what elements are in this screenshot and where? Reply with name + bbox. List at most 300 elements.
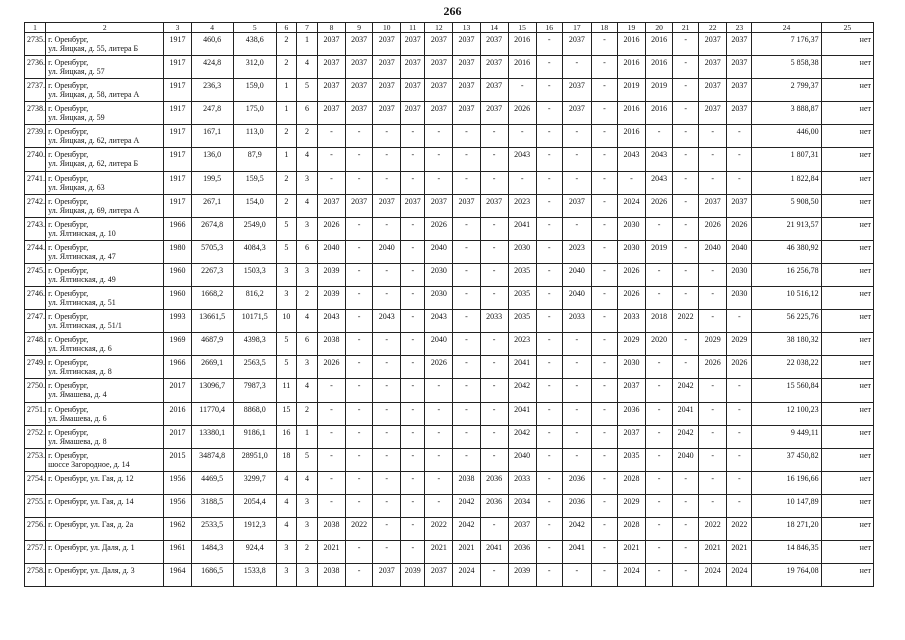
table-row (25, 448, 874, 471)
value-cell: - (453, 217, 480, 240)
cost-cell: 1 822,84 (752, 171, 821, 194)
value-cell: 13380,1 (191, 425, 233, 448)
value-cell: 2024 (617, 194, 645, 217)
value-cell: - (646, 125, 673, 148)
value-cell: 2039 (401, 564, 425, 587)
value-cell: - (508, 125, 536, 148)
value-cell: - (453, 240, 480, 263)
table-row (25, 171, 874, 194)
value-cell: - (508, 79, 536, 102)
value-cell: - (536, 148, 562, 171)
value-cell: 10171,5 (233, 310, 276, 333)
value-cell: - (591, 425, 617, 448)
address-line: г. Оренбург, (48, 404, 89, 414)
value-cell: - (480, 379, 508, 402)
value-cell: - (727, 379, 752, 402)
row-number-cell: 2743. (25, 217, 46, 240)
flag-cell: нет (821, 494, 873, 517)
value-cell: 1917 (164, 79, 191, 102)
address-line: ул. Яицкая, д. 63 (48, 182, 105, 192)
value-cell: 1964 (164, 564, 191, 587)
value-cell: - (480, 402, 508, 425)
table-row (25, 125, 874, 148)
table-row (25, 517, 874, 540)
row-number-cell: 2754. (25, 471, 46, 494)
value-cell: - (453, 171, 480, 194)
value-cell: - (646, 448, 673, 471)
value-cell: 2016 (646, 102, 673, 125)
row-number-cell: 2746. (25, 287, 46, 310)
value-cell: - (591, 194, 617, 217)
value-cell: 2016 (646, 56, 673, 79)
value-cell: 2 (296, 287, 317, 310)
value-cell: - (425, 171, 453, 194)
value-cell: - (727, 125, 752, 148)
value-cell: - (591, 494, 617, 517)
value-cell: 2024 (699, 564, 727, 587)
value-cell: - (536, 310, 562, 333)
table-row (25, 102, 874, 125)
value-cell: 2037 (346, 194, 373, 217)
value-cell: - (591, 33, 617, 56)
value-cell: 6 (296, 102, 317, 125)
value-cell: 1686,5 (191, 564, 233, 587)
value-cell: 2037 (373, 33, 401, 56)
value-cell: - (425, 494, 453, 517)
value-cell: 2021 (425, 541, 453, 564)
value-cell: 1917 (164, 148, 191, 171)
value-cell: - (346, 240, 373, 263)
value-cell: - (673, 56, 699, 79)
value-cell: 1503,3 (233, 263, 276, 286)
value-cell: 2023 (562, 240, 591, 263)
value-cell: 3 (276, 541, 296, 564)
value-cell: - (673, 79, 699, 102)
value-cell: 424,8 (191, 56, 233, 79)
value-cell: - (591, 333, 617, 356)
value-cell: - (562, 56, 591, 79)
value-cell: 2021 (453, 541, 480, 564)
value-cell: - (480, 148, 508, 171)
value-cell: 2040 (373, 240, 401, 263)
address-cell (46, 194, 164, 217)
flag-cell: нет (821, 79, 873, 102)
table-row (25, 194, 874, 217)
value-cell: - (562, 217, 591, 240)
value-cell: 2030 (617, 217, 645, 240)
value-cell: - (425, 425, 453, 448)
value-cell: - (673, 33, 699, 56)
value-cell: 2533,5 (191, 517, 233, 540)
value-cell: - (425, 125, 453, 148)
address-line: ул. Ялтинская, д. 10 (48, 228, 116, 238)
value-cell: - (617, 171, 645, 194)
value-cell: - (699, 402, 727, 425)
value-cell: 1484,3 (191, 541, 233, 564)
value-cell: 1 (296, 33, 317, 56)
value-cell: - (673, 494, 699, 517)
value-cell: - (591, 56, 617, 79)
value-cell: 3 (296, 564, 317, 587)
value-cell: - (591, 148, 617, 171)
value-cell: 2021 (727, 541, 752, 564)
flag-cell: нет (821, 171, 873, 194)
value-cell: 2037 (453, 33, 480, 56)
value-cell: 2041 (508, 217, 536, 240)
value-cell: - (673, 263, 699, 286)
value-cell: 2042 (453, 494, 480, 517)
value-cell: 2 (276, 125, 296, 148)
value-cell: 2029 (727, 333, 752, 356)
value-cell: 2038 (453, 471, 480, 494)
value-cell: 2033 (562, 310, 591, 333)
value-cell: 460,6 (191, 33, 233, 56)
address-line: ул. Яицкая, д. 69, литера А (48, 205, 140, 215)
address-cell (46, 517, 164, 540)
value-cell: - (401, 333, 425, 356)
value-cell: - (480, 448, 508, 471)
cost-cell: 21 913,57 (752, 217, 821, 240)
value-cell: - (346, 125, 373, 148)
value-cell: - (373, 402, 401, 425)
value-cell: 2040 (425, 240, 453, 263)
value-cell: 236,3 (191, 79, 233, 102)
value-cell: 2041 (673, 402, 699, 425)
value-cell: - (727, 148, 752, 171)
value-cell: 2026 (508, 102, 536, 125)
value-cell: 1912,3 (233, 517, 276, 540)
value-cell: 2022 (699, 517, 727, 540)
cost-cell: 12 100,23 (752, 402, 821, 425)
value-cell: 2669,1 (191, 356, 233, 379)
value-cell: - (699, 379, 727, 402)
value-cell: - (401, 125, 425, 148)
table-row (25, 356, 874, 379)
value-cell: - (453, 287, 480, 310)
value-cell: 2037 (453, 102, 480, 125)
flag-cell: нет (821, 33, 873, 56)
value-cell: 2037 (699, 56, 727, 79)
value-cell: 2042 (562, 517, 591, 540)
value-cell: - (536, 379, 562, 402)
value-cell: 2041 (508, 402, 536, 425)
value-cell: 6 (296, 333, 317, 356)
cost-cell: 15 560,84 (752, 379, 821, 402)
address-line: г. Оренбург, (48, 358, 89, 368)
value-cell: - (480, 263, 508, 286)
value-cell: 312,0 (233, 56, 276, 79)
value-cell: - (453, 356, 480, 379)
value-cell: 2040 (508, 448, 536, 471)
value-cell: - (536, 494, 562, 517)
value-cell: 2030 (508, 240, 536, 263)
value-cell: 2026 (646, 194, 673, 217)
value-cell: - (425, 471, 453, 494)
value-cell: 159,0 (233, 79, 276, 102)
value-cell: - (591, 517, 617, 540)
value-cell: 2039 (317, 263, 345, 286)
value-cell: 28951,0 (233, 448, 276, 471)
value-cell: - (453, 148, 480, 171)
cost-cell: 46 380,92 (752, 240, 821, 263)
value-cell: 2037 (562, 33, 591, 56)
address-line: ул. Яицкая, д. 57 (48, 67, 105, 77)
flag-cell: нет (821, 287, 873, 310)
value-cell: 2029 (699, 333, 727, 356)
value-cell: - (646, 471, 673, 494)
value-cell: 2042 (673, 425, 699, 448)
value-cell: 2043 (646, 171, 673, 194)
value-cell: - (646, 356, 673, 379)
value-cell: 4 (276, 517, 296, 540)
value-cell: 2017 (164, 425, 191, 448)
value-cell: 2037 (453, 79, 480, 102)
cost-cell: 38 180,32 (752, 333, 821, 356)
value-cell: - (536, 56, 562, 79)
value-cell: 2037 (373, 79, 401, 102)
column-header-3: 3 (164, 23, 191, 33)
value-cell: - (480, 171, 508, 194)
value-cell: 2038 (317, 333, 345, 356)
value-cell: 2030 (425, 287, 453, 310)
value-cell: - (346, 263, 373, 286)
value-cell: - (727, 425, 752, 448)
value-cell: 2040 (562, 287, 591, 310)
value-cell: - (562, 171, 591, 194)
address-line: ул. Ялтинская, д. 8 (48, 367, 112, 377)
value-cell: 2037 (401, 79, 425, 102)
address-line: г. Оренбург, (48, 196, 89, 206)
value-cell: 136,0 (191, 148, 233, 171)
value-cell: - (699, 263, 727, 286)
address-cell (46, 56, 164, 79)
cost-cell: 5 908,50 (752, 194, 821, 217)
value-cell: - (317, 379, 345, 402)
row-number-cell: 2738. (25, 102, 46, 125)
value-cell: - (536, 194, 562, 217)
value-cell: - (591, 541, 617, 564)
value-cell: - (453, 125, 480, 148)
value-cell: - (373, 217, 401, 240)
value-cell: - (562, 379, 591, 402)
value-cell: - (646, 541, 673, 564)
flag-cell: нет (821, 217, 873, 240)
value-cell: 2029 (617, 494, 645, 517)
row-number-cell: 2758. (25, 564, 46, 587)
table-row (25, 56, 874, 79)
value-cell: - (453, 263, 480, 286)
value-cell: 1917 (164, 125, 191, 148)
value-cell: 2037 (699, 194, 727, 217)
address-line: ул. Ямашева, д. 8 (48, 436, 107, 446)
address-cell (46, 263, 164, 286)
value-cell: 2026 (699, 356, 727, 379)
value-cell: 175,0 (233, 102, 276, 125)
value-cell: 2038 (317, 517, 345, 540)
value-cell: - (401, 448, 425, 471)
column-header-10: 10 (373, 23, 401, 33)
value-cell: 2037 (727, 79, 752, 102)
value-cell: - (401, 240, 425, 263)
column-header-1: 1 (25, 23, 46, 33)
value-cell: 1962 (164, 517, 191, 540)
value-cell: 2037 (453, 56, 480, 79)
cost-cell: 446,00 (752, 125, 821, 148)
column-header-11: 11 (401, 23, 425, 33)
value-cell: - (346, 287, 373, 310)
value-cell: 2563,5 (233, 356, 276, 379)
value-cell: - (317, 425, 345, 448)
value-cell: - (591, 102, 617, 125)
value-cell: - (346, 471, 373, 494)
value-cell: 2033 (480, 310, 508, 333)
address-line: г. Оренбург, ул. Даля, д. 1 (48, 543, 135, 553)
address-cell (46, 471, 164, 494)
table-row (25, 240, 874, 263)
table-row (25, 425, 874, 448)
value-cell: - (453, 310, 480, 333)
column-header-19: 19 (617, 23, 645, 33)
value-cell: - (425, 402, 453, 425)
flag-cell: нет (821, 356, 873, 379)
table-row (25, 494, 874, 517)
value-cell: 2020 (646, 333, 673, 356)
value-cell: 2030 (617, 240, 645, 263)
table-row (25, 564, 874, 587)
value-cell: 2 (276, 194, 296, 217)
value-cell: - (453, 448, 480, 471)
value-cell: 4 (296, 379, 317, 402)
value-cell: - (591, 125, 617, 148)
value-cell: 2037 (425, 102, 453, 125)
value-cell: 1917 (164, 33, 191, 56)
address-line: г. Оренбург, ул. Даля, д. 3 (48, 566, 135, 576)
value-cell: 2037 (317, 79, 345, 102)
value-cell: - (453, 425, 480, 448)
value-cell: - (480, 517, 508, 540)
column-header-15: 15 (508, 23, 536, 33)
column-header-17: 17 (562, 23, 591, 33)
value-cell: 2037 (373, 194, 401, 217)
value-cell: - (453, 402, 480, 425)
value-cell: - (673, 287, 699, 310)
value-cell: 2030 (617, 356, 645, 379)
value-cell: 2026 (425, 356, 453, 379)
value-cell: 2037 (562, 79, 591, 102)
table-row (25, 402, 874, 425)
row-number-cell: 2750. (25, 379, 46, 402)
value-cell: - (373, 356, 401, 379)
value-cell: 154,0 (233, 194, 276, 217)
value-cell: - (536, 79, 562, 102)
value-cell: - (673, 356, 699, 379)
value-cell: - (646, 564, 673, 587)
value-cell: - (373, 148, 401, 171)
flag-cell: нет (821, 448, 873, 471)
value-cell: - (646, 425, 673, 448)
value-cell: - (346, 425, 373, 448)
value-cell: - (536, 102, 562, 125)
value-cell: 438,6 (233, 33, 276, 56)
value-cell: 2037 (699, 79, 727, 102)
value-cell: - (373, 287, 401, 310)
value-cell: 2016 (508, 33, 536, 56)
value-cell: - (673, 517, 699, 540)
value-cell: - (317, 448, 345, 471)
value-cell: 5 (296, 79, 317, 102)
row-number-cell: 2753. (25, 448, 46, 471)
cost-cell: 22 038,22 (752, 356, 821, 379)
address-line: ул. Ямашева, д. 6 (48, 413, 107, 423)
row-number-cell: 2735. (25, 33, 46, 56)
value-cell: 2037 (727, 102, 752, 125)
flag-cell: нет (821, 564, 873, 587)
address-cell (46, 33, 164, 56)
value-cell: 15 (276, 402, 296, 425)
cost-cell: 16 256,78 (752, 263, 821, 286)
value-cell: 1956 (164, 494, 191, 517)
address-cell (46, 217, 164, 240)
value-cell: 2037 (401, 56, 425, 79)
value-cell: - (699, 148, 727, 171)
value-cell: - (673, 240, 699, 263)
value-cell: 11770,4 (191, 402, 233, 425)
column-header-16: 16 (536, 23, 562, 33)
value-cell: - (480, 356, 508, 379)
value-cell: 1 (276, 102, 296, 125)
column-header-4: 4 (191, 23, 233, 33)
value-cell: - (346, 148, 373, 171)
table-row (25, 287, 874, 310)
value-cell: - (536, 425, 562, 448)
value-cell: 2016 (617, 102, 645, 125)
value-cell: - (346, 171, 373, 194)
value-cell: - (536, 171, 562, 194)
value-cell: - (373, 517, 401, 540)
value-cell: - (699, 425, 727, 448)
value-cell: 2 (276, 56, 296, 79)
value-cell: 2043 (617, 148, 645, 171)
value-cell: - (646, 379, 673, 402)
value-cell: 2037 (401, 102, 425, 125)
value-cell: 2037 (346, 102, 373, 125)
value-cell: 2022 (673, 310, 699, 333)
value-cell: 2043 (646, 148, 673, 171)
value-cell: 2267,3 (191, 263, 233, 286)
value-cell: 2042 (453, 517, 480, 540)
value-cell: 2019 (617, 79, 645, 102)
value-cell: - (536, 263, 562, 286)
value-cell: 2039 (317, 287, 345, 310)
value-cell: 2026 (317, 356, 345, 379)
value-cell: - (373, 379, 401, 402)
value-cell: 2035 (508, 263, 536, 286)
value-cell: 2037 (401, 194, 425, 217)
value-cell: 18 (276, 448, 296, 471)
value-cell: - (401, 148, 425, 171)
value-cell: 2030 (727, 263, 752, 286)
value-cell: 34874,8 (191, 448, 233, 471)
column-header-14: 14 (480, 23, 508, 33)
column-header-7: 7 (296, 23, 317, 33)
value-cell: 3 (296, 494, 317, 517)
address-cell (46, 333, 164, 356)
flag-cell: нет (821, 56, 873, 79)
address-line: ул. Ямашева, д. 4 (48, 390, 107, 400)
value-cell: 2016 (508, 56, 536, 79)
value-cell: 2029 (617, 333, 645, 356)
value-cell: 1 (296, 425, 317, 448)
